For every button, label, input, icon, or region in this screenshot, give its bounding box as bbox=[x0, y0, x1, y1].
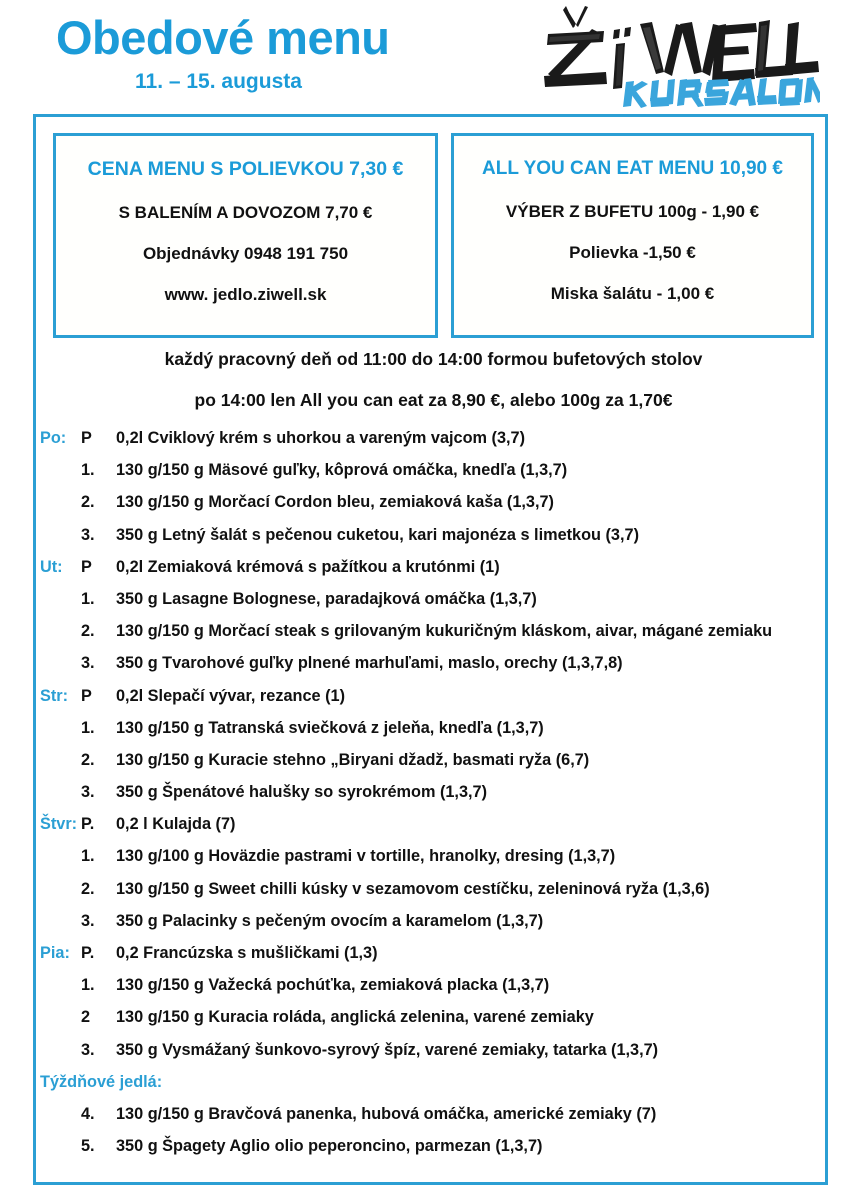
item-number: 1. bbox=[81, 976, 95, 995]
item-number: 2 bbox=[81, 1008, 91, 1027]
item-description: 130 g/150 g Važecká pochúťka, zemiaková placka (1,3,7) bbox=[116, 976, 550, 995]
menu-row bbox=[36, 944, 831, 976]
item-description: 350 g Palacinky s pečeným ovocím a karamelom (1,3,7) bbox=[116, 911, 544, 930]
menu-row bbox=[36, 1041, 831, 1073]
item-number: 2. bbox=[81, 622, 95, 641]
menu-row bbox=[36, 526, 831, 558]
all-you-can-eat-box bbox=[451, 133, 814, 338]
weekly-menu-list bbox=[36, 429, 831, 1169]
day-group-monday bbox=[36, 429, 831, 558]
item-description: 130 g/150 g Morčací Cordon bleu, zemiaková kaša (1,3,7) bbox=[116, 493, 554, 512]
logo-artwork bbox=[530, 2, 820, 108]
menu-row bbox=[36, 687, 831, 719]
item-number: P bbox=[81, 686, 92, 705]
all-you-can-eat-heading: ALL YOU CAN EAT MENU 10,90 € bbox=[482, 158, 783, 179]
ziwell-kursalon-logo bbox=[530, 2, 820, 108]
weekly-dishes-label: Týždňové jedlá: bbox=[40, 1072, 163, 1091]
menu-page-frame bbox=[33, 114, 828, 1185]
item-number: P. bbox=[81, 944, 95, 962]
menu-row bbox=[36, 815, 831, 847]
item-description: 0,2 Francúzska s mušličkami (1,3) bbox=[116, 944, 378, 962]
item-number: 2. bbox=[81, 493, 95, 512]
day-label-monday: Po: bbox=[40, 429, 67, 447]
day-label-wednesday: Str: bbox=[40, 686, 69, 705]
item-number: 2. bbox=[81, 750, 95, 769]
menu-row bbox=[36, 429, 831, 461]
menu-row bbox=[36, 1008, 831, 1040]
delivery-price-line: S BALENÍM A DOVOZOM 7,70 € bbox=[118, 203, 373, 222]
buffet-price-line: VÝBER Z BUFETU 100g - 1,90 € bbox=[505, 202, 760, 221]
weekly-dishes-group bbox=[36, 1073, 831, 1170]
item-number: P bbox=[81, 429, 92, 447]
item-description: 350 g Špenátové halušky so syrokrémom (1,3,7) bbox=[116, 783, 488, 802]
menu-row bbox=[36, 783, 831, 815]
menu-row bbox=[36, 1105, 831, 1137]
menu-row bbox=[36, 558, 831, 590]
item-number: 3. bbox=[81, 783, 95, 802]
item-description: 0,2l Slepačí vývar, rezance (1) bbox=[116, 686, 345, 705]
opening-hours-notice bbox=[36, 349, 831, 411]
menu-row bbox=[36, 912, 831, 944]
menu-row bbox=[36, 590, 831, 622]
date-range-subtitle: 11. – 15. augusta bbox=[135, 70, 302, 93]
item-description: 130 g/150 g Sweet chilli kúsky v sezamovom cestíčku, zeleninová ryža (1,3,6) bbox=[116, 879, 710, 898]
orders-phone-line: Objednávky 0948 191 750 bbox=[142, 244, 349, 263]
page-title: Obedové menu bbox=[56, 11, 390, 64]
menu-row bbox=[36, 847, 831, 879]
logo-ziwell-glyphs bbox=[544, 6, 819, 89]
price-menu-heading: CENA MENU S POLIEVKOU 7,30 € bbox=[87, 158, 404, 180]
day-group-thursday bbox=[36, 815, 831, 944]
item-number: 3. bbox=[81, 525, 95, 544]
day-label-thursday: Štvr: bbox=[40, 815, 78, 834]
page-header bbox=[0, 0, 848, 114]
day-group-wednesday bbox=[36, 687, 831, 816]
item-number: P. bbox=[81, 815, 95, 834]
item-number: 1. bbox=[81, 847, 95, 866]
item-description: 130 g/100 g Hoväzdie pastrami v tortille, hranolky, dresing (1,3,7) bbox=[116, 847, 616, 866]
item-description: 350 g Lasagne Bolognese, paradajková omáčka (1,3,7) bbox=[116, 589, 537, 608]
menu-row bbox=[36, 1073, 831, 1105]
logo-kursalon-glyphs bbox=[623, 75, 820, 108]
info-boxes-row bbox=[36, 133, 831, 338]
menu-row bbox=[36, 751, 831, 783]
item-description: 350 g Tvarohové guľky plnené marhuľami, maslo, orechy (1,3,7,8) bbox=[116, 654, 623, 673]
menu-row bbox=[36, 461, 831, 493]
menu-row bbox=[36, 719, 831, 751]
item-description: 0,2l Cviklový krém s uhorkou a vareným vajcom (3,7) bbox=[116, 429, 526, 447]
menu-row bbox=[36, 976, 831, 1008]
notice-line-1: každý pracovný deň od 11:00 do 14:00 formou bufetových stolov bbox=[164, 349, 703, 369]
item-description: 130 g/150 g Mäsové guľky, kôprová omáčka, knedľa (1,3,7) bbox=[116, 461, 568, 480]
price-menu-box bbox=[53, 133, 438, 338]
item-number: 3. bbox=[81, 654, 95, 673]
item-description: 350 g Vysmážaný šunkovo-syrový špíz, varené zemiaky, tatarka (1,3,7) bbox=[116, 1040, 659, 1059]
item-description: 0,2 l Kulajda (7) bbox=[116, 815, 236, 834]
item-description: 130 g/150 g Morčací steak s grilovaným kukuričným kláskom, aivar, mágané zemiaku bbox=[116, 622, 773, 641]
menu-row bbox=[36, 654, 831, 686]
item-description: 0,2l Zemiaková krémová s pažítkou a krutónmi (1) bbox=[116, 557, 500, 576]
item-number: 3. bbox=[81, 1040, 95, 1059]
menu-row bbox=[36, 493, 831, 525]
day-label-tuesday: Ut: bbox=[40, 557, 63, 576]
item-number: 3. bbox=[81, 911, 95, 930]
menu-row bbox=[36, 880, 831, 912]
day-group-tuesday bbox=[36, 558, 831, 687]
item-description: 350 g Špagety Aglio olio peperoncino, parmezan (1,3,7) bbox=[116, 1137, 543, 1156]
notice-line-2: po 14:00 len All you can eat za 8,90 €, alebo 100g za 1,70€ bbox=[194, 390, 673, 410]
day-group-friday bbox=[36, 944, 831, 1073]
menu-row bbox=[36, 622, 831, 654]
item-description: 130 g/150 g Tatranská sviečková z jeleňa, knedľa (1,3,7) bbox=[116, 718, 544, 737]
day-label-friday: Pia: bbox=[40, 944, 70, 962]
item-number: 2. bbox=[81, 879, 95, 898]
item-description: 130 g/150 g Kuracia roláda, anglická zelenina, varené zemiaky bbox=[116, 1008, 594, 1027]
item-number: 1. bbox=[81, 461, 95, 480]
item-description: 130 g/150 g Bravčová panenka, hubová omáčka, americké zemiaky (7) bbox=[116, 1104, 657, 1123]
soup-price-line: Polievka -1,50 € bbox=[569, 243, 696, 262]
item-number: 4. bbox=[81, 1104, 95, 1123]
menu-row bbox=[36, 1137, 831, 1169]
item-number: 1. bbox=[81, 718, 95, 737]
item-description: 350 g Letný šalát s pečenou cuketou, kari majonéza s limetkou (3,7) bbox=[116, 525, 639, 544]
website-line: www. jedlo.ziwell.sk bbox=[164, 285, 327, 304]
item-number: 5. bbox=[81, 1137, 95, 1156]
item-number: 1. bbox=[81, 589, 95, 608]
item-number: P bbox=[81, 557, 92, 576]
salad-price-line: Miska šalátu - 1,00 € bbox=[550, 284, 715, 303]
item-description: 130 g/150 g Kuracie stehno „Biryani džadž, basmati ryža (6,7) bbox=[116, 750, 590, 769]
